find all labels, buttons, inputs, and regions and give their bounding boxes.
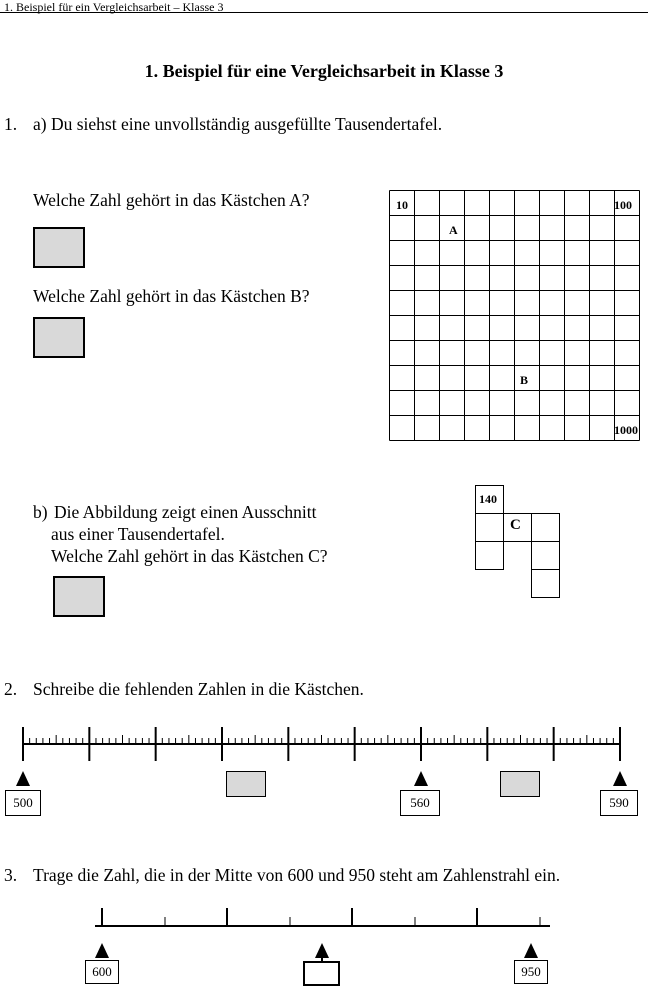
label-600: 600 <box>85 960 119 984</box>
pointer-arrow <box>16 771 30 786</box>
grid-label-10: 10 <box>396 198 408 212</box>
task2-text: Schreibe die fehlenden Zahlen in die Kästchen. <box>33 679 364 699</box>
grid-label-100: 100 <box>614 198 632 212</box>
grid-cell-a: A <box>449 223 458 237</box>
label-950: 950 <box>514 960 548 984</box>
pointer-arrow <box>524 943 538 958</box>
answer-box-a[interactable] <box>33 227 85 268</box>
grid-label-1000: 1000 <box>614 423 638 437</box>
page-title: 1. Beispiel für eine Vergleichsarbeit in Klasse 3 <box>144 61 504 81</box>
label-560: 560 <box>400 790 440 816</box>
question-b: Welche Zahl gehört in das Kästchen B? <box>33 286 310 306</box>
part-b-line3: Welche Zahl gehört in das Kästchen C? <box>51 546 328 566</box>
task1-number: 1. <box>4 114 18 134</box>
task3-number: 3. <box>4 865 18 885</box>
label-590: 590 <box>600 790 638 816</box>
answer-box-2b[interactable] <box>500 771 540 797</box>
pointer-arrow <box>315 943 329 958</box>
grid-cell-b: B <box>520 373 529 387</box>
part-b-line2: aus einer Tausendertafel. <box>51 524 225 544</box>
answer-box-b[interactable] <box>33 317 85 358</box>
pointer-arrow <box>95 943 109 958</box>
pointer-arrow <box>613 771 627 786</box>
number-line-2 <box>0 720 648 790</box>
task2-number: 2. <box>4 679 18 699</box>
header-rule <box>0 12 648 13</box>
label-500: 500 <box>5 790 41 816</box>
part-b-line1: Die Abbildung zeigt einen Ausschnitt <box>54 502 317 522</box>
task1-intro: a) Du siehst eine unvollständig ausgefüllte Tausendertafel. <box>33 114 443 134</box>
thousand-table-grid <box>389 190 639 440</box>
answer-box-3[interactable] <box>303 961 340 986</box>
question-a: Welche Zahl gehört in das Kästchen A? <box>33 190 310 210</box>
number-line-3 <box>0 905 648 965</box>
excerpt-label-140: 140 <box>479 492 497 506</box>
answer-box-2a[interactable] <box>226 771 266 797</box>
pointer-arrow <box>414 771 428 786</box>
page-header: 1. Beispiel für ein Vergleichsarbeit – Klasse 3 <box>4 0 224 14</box>
part-b-label: b) <box>33 502 48 522</box>
task3-text: Trage die Zahl, die in der Mitte von 600 und 950 steht am Zahlenstrahl ein. <box>33 865 561 885</box>
excerpt-cell-c: C <box>510 517 521 533</box>
answer-box-c[interactable] <box>53 576 105 617</box>
